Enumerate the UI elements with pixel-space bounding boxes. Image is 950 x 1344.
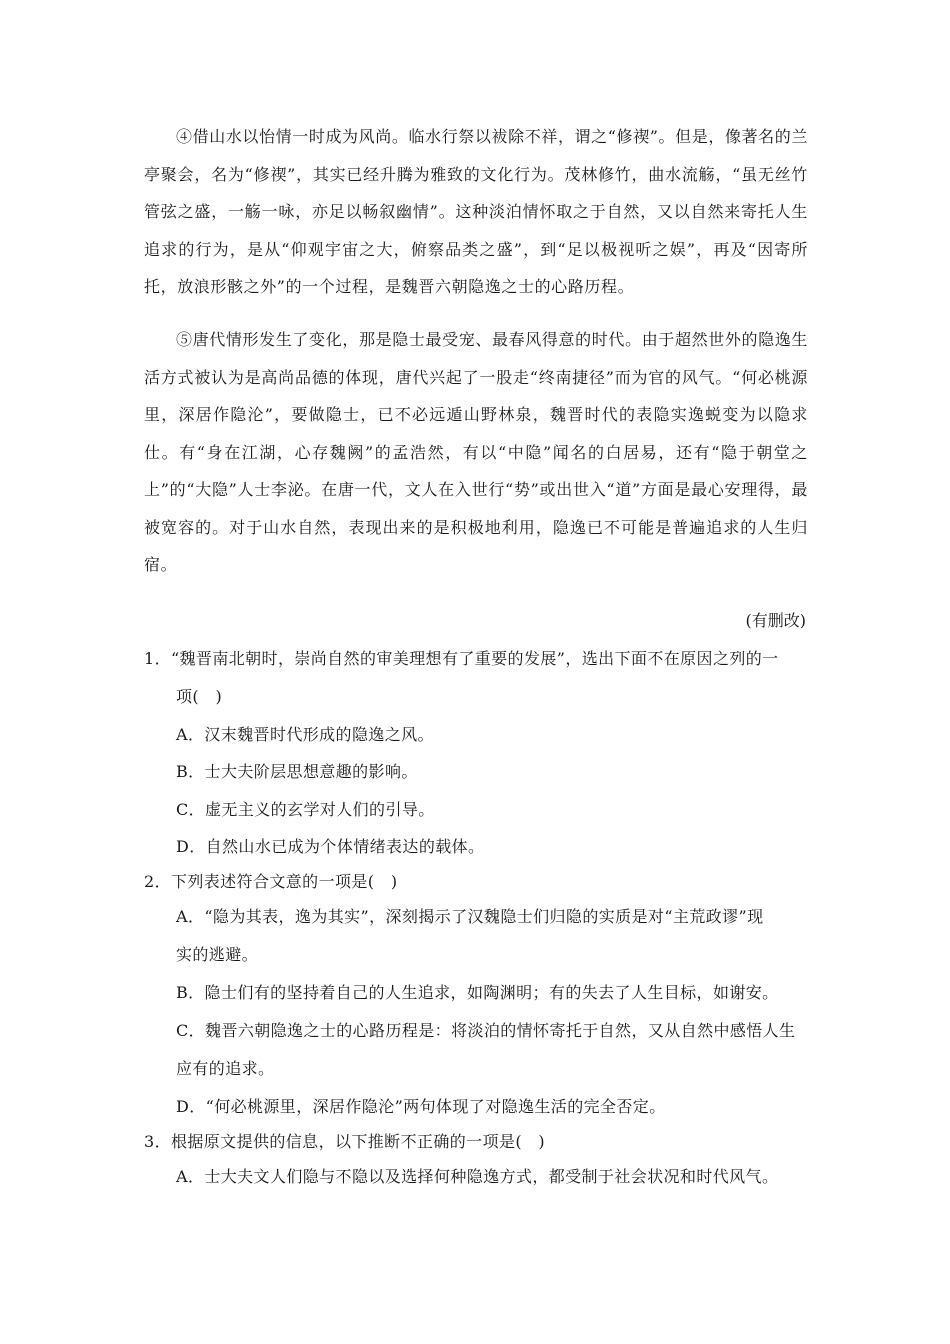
question-1-option-b: B．士大夫阶层思想意趣的影响。 (176, 762, 418, 781)
source-note: (有删改) (745, 611, 806, 630)
question-1-stem-cont: 项( ) (176, 687, 223, 706)
paragraph-4: ④借山水以怡情一时成为风尚。临水行祭以袚除不祥，谓之“修禊”。但是，像著名的兰亭聚会，名为“修禊”，其实已经升腾为雅致的文化行为。茂林修竹，曲水流觞，“虽无丝竹管弦之盛，一觞一咏，亦足以畅叙幽情”。这种淡泊情怀取之于自然，又以自然来寄托人生追求的行为，是从“仰观宇宙之大，俯察品类之盛”，到“足以极视听之娱”，再及“因寄所托，放浪形骸之外”的一个过程，是魏晋六朝隐逸之士的心路历程。 (144, 127, 808, 296)
question-2-option-c: C．魏晋六朝隐逸之士的心路历程是：将淡泊的情怀寄托于自然，又从自然中感悟人生 (176, 1021, 796, 1040)
question-2-option-a-cont: 实的逃避。 (176, 945, 259, 964)
question-1-option-d: D．自然山水已成为个体情绪表达的载体。 (176, 837, 485, 856)
question-1-stem: 1．“魏晋南北朝时，崇尚自然的审美理想有了重要的发展”，选出下面不在原因之列的一 (144, 649, 779, 668)
question-2-option-a: A．“隐为其表，逸为其实”，深刻揭示了汉魏隐士们归隐的实质是对“主荒政谬”现 (176, 907, 764, 926)
question-1-option-c: C．虚无主义的玄学对人们的引导。 (176, 800, 435, 819)
question-3-stem: 3．根据原文提供的信息，以下推断不正确的一项是( ) (144, 1132, 546, 1151)
question-1-option-a: A．汉末魏晋时代形成的隐逸之风。 (176, 725, 434, 744)
question-2-stem: 2．下列表述符合文意的一项是( ) (144, 872, 398, 891)
question-2-option-b: B．隐士们有的坚持着自己的人生追求，如陶渊明；有的失去了人生目标，如谢安。 (176, 983, 779, 1002)
question-3-option-a: A．士大夫文人们隐与不隐以及选择何种隐逸方式，都受制于社会状况和时代风气。 (176, 1167, 779, 1186)
paragraph-5: ⑤唐代情形发生了变化，那是隐士最受宠、最春风得意的时代。由于超然世外的隐逸生活方式被认为是高尚品德的体现，唐代兴起了一股走“终南捷径”而为官的风气。“何必桃源里，深居作隐沦”，要做隐士，已不必远遁山野林泉，魏晋时代的表隐实逸蜕变为以隐求仕。有“身在江湖，心存魏阙”的孟浩然，有以“中隐”闻名的白居易，还有“隐于朝堂之上”的“大隐”人士李泌。在唐一代，文人在入世行“势”或出世入“道”方面是最心安理得，最被宽容的。对于山水自然，表现出来的是积极地利用，隐逸已不可能是普遍追求的人生归宿。 (144, 330, 808, 574)
question-2-option-c-cont: 应有的追求。 (176, 1059, 275, 1078)
question-2-option-d: D．“何必桃源里，深居作隐沦”两句体现了对隐逸生活的完全否定。 (176, 1097, 666, 1116)
